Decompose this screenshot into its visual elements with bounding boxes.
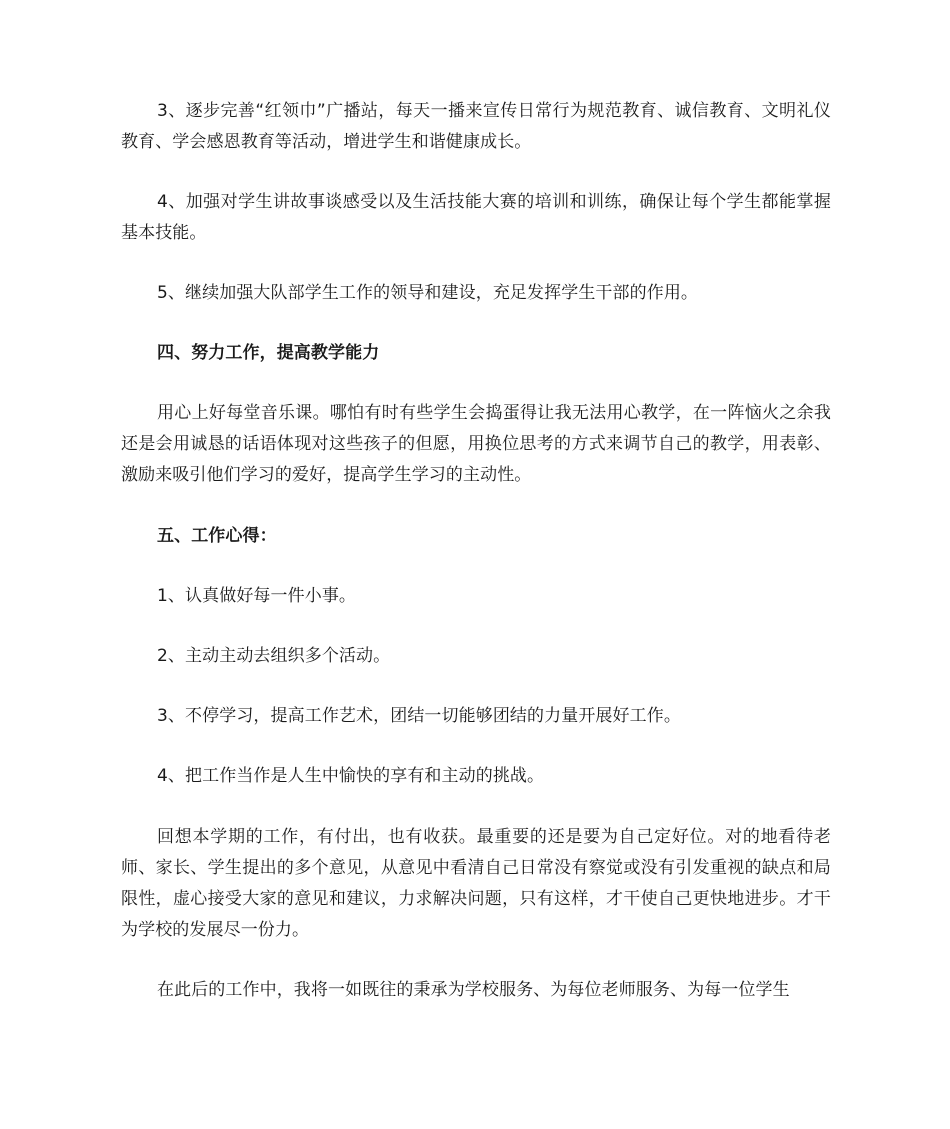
section-heading-five: 五、工作心得：: [157, 526, 277, 546]
paragraph-future-work: 在此后的工作中，我将一如既往的秉承为学校服务、为每位老师服务、为每一位学生: [157, 980, 790, 1000]
list-item-3: 3、不停学习，提高工作艺术，团结一切能够团结的力量开展好工作。: [157, 706, 681, 726]
list-item-4: 4、把工作当作是人生中愉快的享有和主动的挑战。: [157, 766, 545, 786]
paragraph-item-5: 5、继续加强大队部学生工作的领导和建设，充足发挥学生干部的作用。: [157, 283, 699, 303]
paragraph-reflection: 回想本学期的工作，有付出，也有收获。最重要的还是要为自己定好位。对的地看待老师、家长、学生提出的多个意见，从意见中看清自己日常没有察觉或没有引发重视的缺点和局限性，虚心接受大家的意见和建议，力求解决问题，只有这样，才干使自己更快地进步。才干为学校的发展尽一份力。: [121, 827, 831, 940]
list-item-2: 2、主动主动去组织多个活动。: [157, 646, 391, 666]
paragraph-item-3: 3、逐步完善“红领巾”广播站，每天一播来宣传日常行为规范教育、诚信教育、文明礼仪教育、学会感恩教育等活动，增进学生和谐健康成长。: [121, 101, 831, 152]
document-body: [121, 96, 831, 1006]
list-item-1: 1、认真做好每一件小事。: [157, 586, 357, 606]
paragraph-teaching: 用心上好每堂音乐课。哪怕有时有些学生会捣蛋得让我无法用心教学，在一阵恼火之余我还是会用诚恳的话语体现对这些孩子的但愿，用换位思考的方式来调节自己的教学，用表彰、激励来吸引他们学习的爱好，提高学生学习的主动性。: [121, 403, 831, 485]
section-heading-four: 四、努力工作，提高教学能力: [157, 343, 380, 363]
paragraph-item-4: 4、加强对学生讲故事谈感受以及生活技能大赛的培训和训练，确保让每个学生都能掌握基本技能。: [121, 192, 831, 243]
